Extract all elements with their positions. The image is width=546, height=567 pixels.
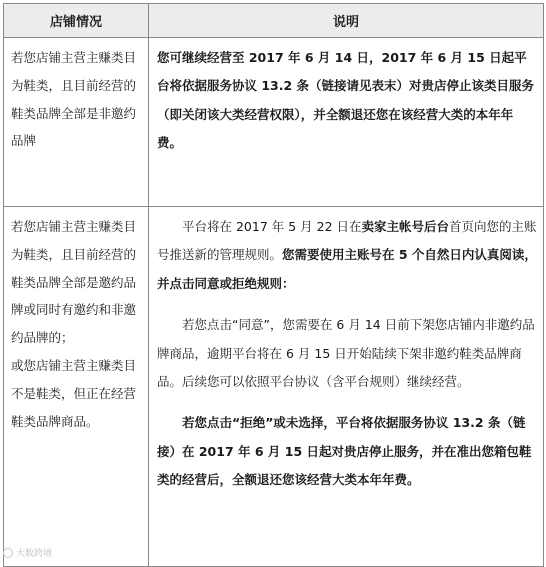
row2-condition-cell [4,207,149,567]
row1-condition-cell [4,38,149,207]
row2-p1-text-b: 首页向您的主账号推送新的管理规则。 [157,219,537,263]
row2-paragraph-1 [157,213,537,298]
policy-table [3,3,544,567]
table-row [4,38,544,207]
row2-condition-line-2: 或您店铺主营主赚类目不是鞋类，但正在经营鞋类品牌商品。 [11,357,137,429]
table-row [4,207,544,567]
row2-paragraph-2: 若您点击“同意”，您需要在 6 月 14 日前下架您店铺内非邀约品牌商品，逾期平台将在 6 月 15 日开始陆续下架非邀约鞋类品牌商品。后续您可以依照平台协议（含平台规则）继续经营。 [157,317,535,390]
table-header-row [4,4,544,38]
watermark [3,546,52,559]
row1-condition-text: 若您店铺主营主赚类目为鞋类，且目前经营的鞋类品牌全部是非邀约品牌 [11,50,137,149]
row2-p1-bold-b: 您需要使用主账号在 5 个自然日内认真阅读，并点击同意或拒绝规则： [157,247,537,291]
row2-p1-text-a: 平台将在 2017 年 5 月 22 日在 [182,219,362,234]
row2-p1-bold-a: 卖家主帐号后台 [361,219,450,234]
row2-paragraph-3: 若您点击“拒绝”或未选择，平台将依据服务协议 13.2 条（链接）在 2017 年 6 月 15 日起对贵店停止服务，并在准出您箱包鞋类的经营后，全额退还您该经营大类本年年费。 [157,415,532,488]
row2-explanation-cell [149,207,544,567]
watermark-text: 大数跨境 [16,549,53,559]
row1-explanation-cell [149,38,544,207]
row1-explanation-text: 您可继续经营至 2017 年 6 月 14 日，2017 年 6 月 15 日起平台将依据服务协议 13.2 条（链接请见表末）对贵店停止该类目服务（即关闭该大类经营权限），并全额退还您在该经营大类的本年年费。 [157,50,535,151]
header-explanation: 说明 [149,4,544,38]
watermark-logo-icon [3,548,13,558]
row2-condition-line-1: 若您店铺主营主赚类目为鞋类，且目前经营的鞋类品牌全部是邀约品牌或同时有邀约和非邀约品牌的； [11,219,137,346]
header-store-status: 店铺情况 [4,4,149,38]
